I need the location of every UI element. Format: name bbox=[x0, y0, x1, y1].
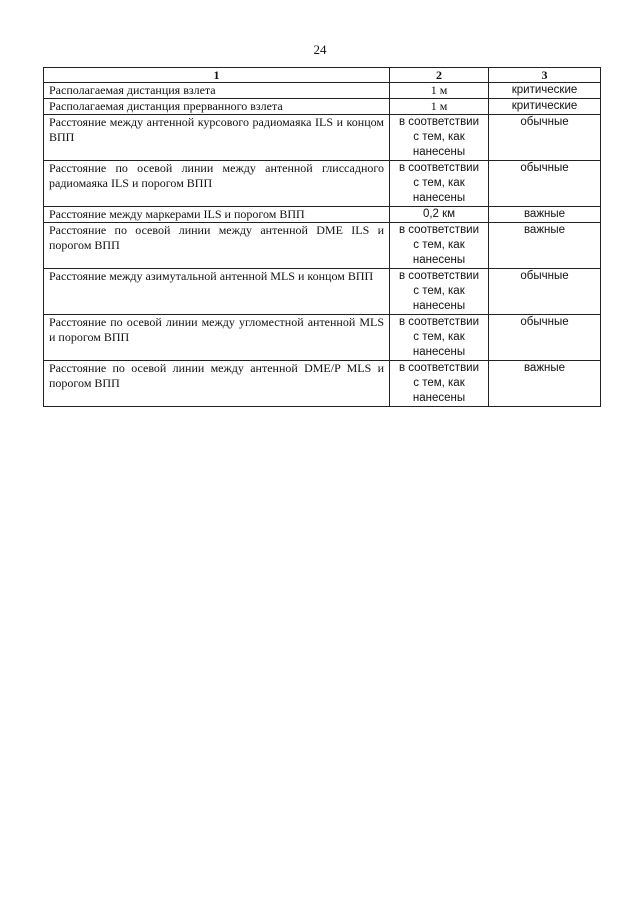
table-header-row bbox=[44, 68, 601, 83]
parameter-cell: Располагаемая дистанция взлета bbox=[44, 83, 390, 99]
classification-cell: критические bbox=[489, 99, 601, 115]
page-number: 24 bbox=[313, 42, 327, 57]
parameter-cell: Расстояние по осевой линии между угломестной антенной MLS и порогом ВПП bbox=[44, 315, 390, 361]
parameter-cell: Расстояние между антенной курсового радиомаяка ILS и концом ВПП bbox=[44, 115, 390, 161]
classification-cell: важные bbox=[489, 361, 601, 407]
parameter-cell: Расстояние по осевой линии между антенной DME ILS и порогом ВПП bbox=[44, 223, 390, 269]
column-header-3: 3 bbox=[489, 68, 601, 83]
classification-cell: важные bbox=[489, 223, 601, 269]
table-row bbox=[44, 115, 601, 161]
table-row bbox=[44, 207, 601, 223]
data-table bbox=[43, 67, 601, 407]
accuracy-cell: в соответствии с тем, как нанесены bbox=[390, 315, 489, 361]
accuracy-cell: в соответствии с тем, как нанесены bbox=[390, 269, 489, 315]
classification-cell: обычные bbox=[489, 161, 601, 207]
table-row bbox=[44, 99, 601, 115]
table-row bbox=[44, 223, 601, 269]
table-row bbox=[44, 83, 601, 99]
classification-cell: обычные bbox=[489, 269, 601, 315]
parameter-cell: Располагаемая дистанция прерванного взлета bbox=[44, 99, 390, 115]
parameter-cell: Расстояние между азимутальной антенной MLS и концом ВПП bbox=[44, 269, 390, 315]
accuracy-cell: в соответствии с тем, как нанесены bbox=[390, 115, 489, 161]
accuracy-cell: в соответствии с тем, как нанесены bbox=[390, 361, 489, 407]
table-body bbox=[44, 83, 601, 407]
table-row bbox=[44, 161, 601, 207]
accuracy-cell: в соответствии с тем, как нанесены bbox=[390, 161, 489, 207]
classification-cell: обычные bbox=[489, 115, 601, 161]
classification-cell: критические bbox=[489, 83, 601, 99]
table-row bbox=[44, 361, 601, 407]
classification-cell: важные bbox=[489, 207, 601, 223]
accuracy-cell: в соответствии с тем, как нанесены bbox=[390, 223, 489, 269]
parameter-cell: Расстояние по осевой линии между антенной DME/P MLS и порогом ВПП bbox=[44, 361, 390, 407]
accuracy-cell: 1 м bbox=[390, 83, 489, 99]
parameter-cell: Расстояние между маркерами ILS и порогом ВПП bbox=[44, 207, 390, 223]
parameter-cell: Расстояние по осевой линии между антенной глиссадного радиомаяка ILS и порогом ВПП bbox=[44, 161, 390, 207]
accuracy-cell: 1 м bbox=[390, 99, 489, 115]
column-header-2: 2 bbox=[390, 68, 489, 83]
accuracy-cell: 0,2 км bbox=[390, 207, 489, 223]
table-row bbox=[44, 269, 601, 315]
classification-cell: обычные bbox=[489, 315, 601, 361]
column-header-1: 1 bbox=[44, 68, 390, 83]
table-row bbox=[44, 315, 601, 361]
